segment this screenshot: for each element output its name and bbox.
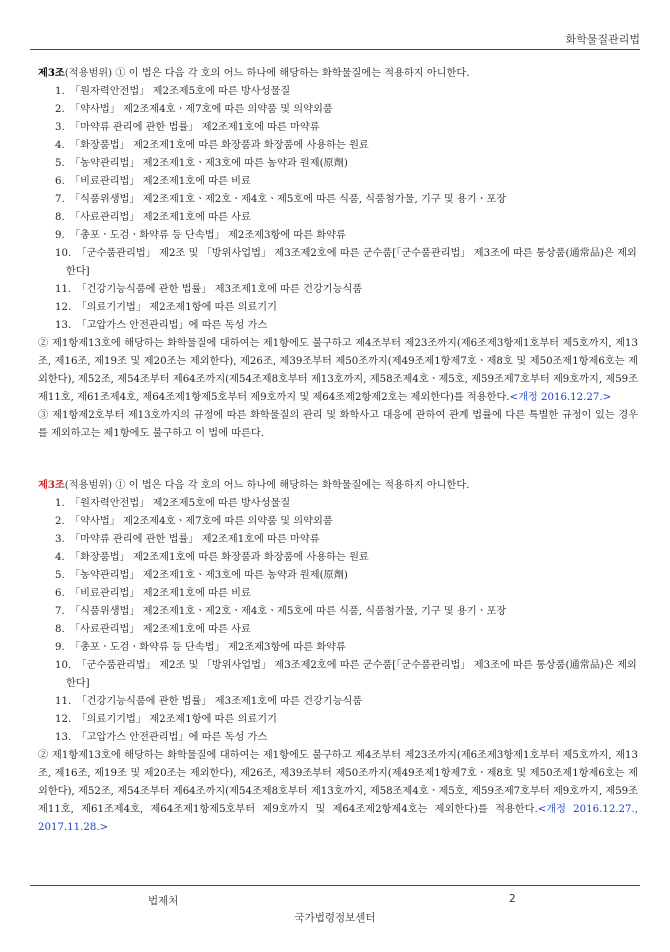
page-number: 2	[509, 893, 516, 905]
list-item: 5. 「농약관리법」 제2조제1호ㆍ제3호에 따른 농약과 원제(原劑)	[55, 570, 348, 581]
list-item: 9. 「총포ㆍ도검ㆍ화약류 등 단속법」 제2조제3항에 따른 화약류	[55, 230, 346, 241]
list-item: 10. 「군수품관리법」 제2조 및 「방위사업법」 제3조제2호에 따른 군수품[「군수품관리법」 제3조에 따른 통상품(通常品)은 제외한다]	[55, 248, 637, 277]
list-item: 3. 「마약류 관리에 관한 법률」 제2조제1호에 따른 마약류	[55, 534, 320, 545]
article-lead	[38, 476, 638, 495]
list-item: 1. 「원자력안전법」 제2조제5호에 따른 방사성물질	[55, 86, 291, 97]
list-item: 10. 「군수품관리법」 제2조 및 「방위사업법」 제3조제2호에 따른 군수품[「군수품관리법」 제3조에 따른 통상품(通常品)은 제외한다]	[55, 660, 637, 689]
list-item: 7. 「식품위생법」 제2조제1호ㆍ제2호ㆍ제4호ㆍ제5호에 따른 식품, 식품첨가물, 기구 및 용기ㆍ포장	[55, 606, 507, 617]
footer-center: 국가법령정보센터	[294, 912, 376, 924]
article-paragraph-2: ② 제1항제13호에 해당하는 화학물질에 대하여는 제1항에도 불구하고 제4조부터 제23조까지(제6조제3항제1호부터 제5호까지, 제13조, 제16조, 제19조 및 제20조는 제외한다), 제26조, 제39조부터 제50조까지(제49조제1항제7호ㆍ제8호 및 제50조제1항제6호는 제외한다), 제52조, 제54조부터 제64조까지(제54조제8호부터 제13호까지, 제58조제4호ㆍ제5호, 제59조제7호부터 제9호까지, 제59조제11호, 제61조제4호, 제64조제1항제5호부터 제9호까지 및 제64조제2항제2호는 제외한다)를 적용한다.<개정 2016.12.27.>	[38, 338, 638, 403]
article-paragraph-3: ③ 제1항제2호부터 제13호까지의 규정에 따른 화학물질의 관리 및 화학사고 대응에 관하여 관계 법률에 다른 특별한 규정이 있는 경우를 제외하고는 제1항에도 불구하고 이 법에 따른다.	[38, 410, 638, 439]
article-block	[38, 476, 638, 837]
list-item: 1. 「원자력안전법」 제2조제5호에 따른 방사성물질	[55, 498, 291, 509]
list-item: 8. 「사료관리법」 제2조제1호에 따른 사료	[55, 624, 251, 635]
amendment-note: <개정 2016.12.27., 2017.11.28.>	[38, 804, 638, 833]
item-list	[38, 495, 638, 747]
amendment-note: <개정 2016.12.27.>	[509, 392, 612, 403]
list-item: 9. 「총포ㆍ도검ㆍ화약류 등 단속법」 제2조제3항에 따른 화약류	[55, 642, 346, 653]
list-item: 8. 「사료관리법」 제2조제1호에 따른 사료	[55, 212, 251, 223]
list-item: 4. 「화장품법」 제2조제1호에 따른 화장품과 화장품에 사용하는 원료	[55, 140, 369, 151]
list-item: 2. 「약사법」 제2조제4호ㆍ제7호에 따른 의약품 및 의약외품	[55, 104, 333, 115]
list-item: 12. 「의료기기법」 제2조제1항에 따른 의료기기	[55, 714, 277, 725]
footer-source: 법제처	[148, 895, 179, 907]
list-item: 4. 「화장품법」 제2조제1호에 따른 화장품과 화장품에 사용하는 원료	[55, 552, 369, 563]
article-number: 제3조	[38, 479, 65, 491]
list-item: 2. 「약사법」 제2조제4호ㆍ제7호에 따른 의약품 및 의약외품	[55, 516, 333, 527]
article-paragraph-1: ① 이 법은 다음 각 호의 어느 하나에 해당하는 화학물질에는 적용하지 아니한다.	[115, 68, 470, 79]
list-item: 13. 「고압가스 안전관리법」에 따른 독성 가스	[55, 320, 268, 331]
list-item: 6. 「비료관리법」 제2조제1호에 따른 비료	[55, 176, 251, 187]
article-title: (적용범위)	[64, 480, 113, 491]
list-item: 7. 「식품위생법」 제2조제1호ㆍ제2호ㆍ제4호ㆍ제5호에 따른 식품, 식품첨가물, 기구 및 용기ㆍ포장	[55, 194, 507, 205]
footer-divider	[30, 885, 640, 886]
article-title: (적용범위)	[64, 68, 113, 79]
list-item: 11. 「건강기능식품에 관한 법률」 제3조제1호에 따른 건강기능식품	[55, 696, 363, 707]
header-divider	[30, 49, 640, 50]
document-title: 화학물질관리법	[565, 33, 640, 46]
list-item: 11. 「건강기능식품에 관한 법률」 제3조제1호에 따른 건강기능식품	[55, 284, 363, 295]
list-item: 5. 「농약관리법」 제2조제1호ㆍ제3호에 따른 농약과 원제(原劑)	[55, 158, 348, 169]
list-item: 13. 「고압가스 안전관리법」에 따른 독성 가스	[55, 732, 268, 743]
list-item: 6. 「비료관리법」 제2조제1호에 따른 비료	[55, 588, 251, 599]
item-list	[38, 83, 638, 335]
list-item: 12. 「의료기기법」 제2조제1항에 따른 의료기기	[55, 302, 277, 313]
article-lead	[38, 64, 638, 83]
list-item: 3. 「마약류 관리에 관한 법률」 제2조제1호에 따른 마약류	[55, 122, 320, 133]
article-paragraph-1: ① 이 법은 다음 각 호의 어느 하나에 해당하는 화학물질에는 적용하지 아니한다.	[115, 480, 470, 491]
article-number: 제3조	[38, 67, 65, 79]
article-block	[38, 64, 638, 443]
article-paragraph-2: ② 제1항제13호에 해당하는 화학물질에 대하여는 제1항에도 불구하고 제4조부터 제23조까지(제6조제3항제1호부터 제5호까지, 제13조, 제16조, 제19조 및 제20조는 제외한다), 제26조, 제39조부터 제50조까지(제49조제1항제7호ㆍ제8호 및 제50조제1항제6호는 제외한다), 제52조, 제54조부터 제64조까지(제54조제8호부터 제13호까지, 제58조제4호ㆍ제5호, 제59조제7호부터 제9호까지, 제59조제11호, 제61조제4호, 제64조제1항제5호부터 제9호까지 및 제64조제2항제4호는 제외한다)를 적용한다.<개정 2016.12.27., 2017.11.28.>	[38, 750, 638, 833]
